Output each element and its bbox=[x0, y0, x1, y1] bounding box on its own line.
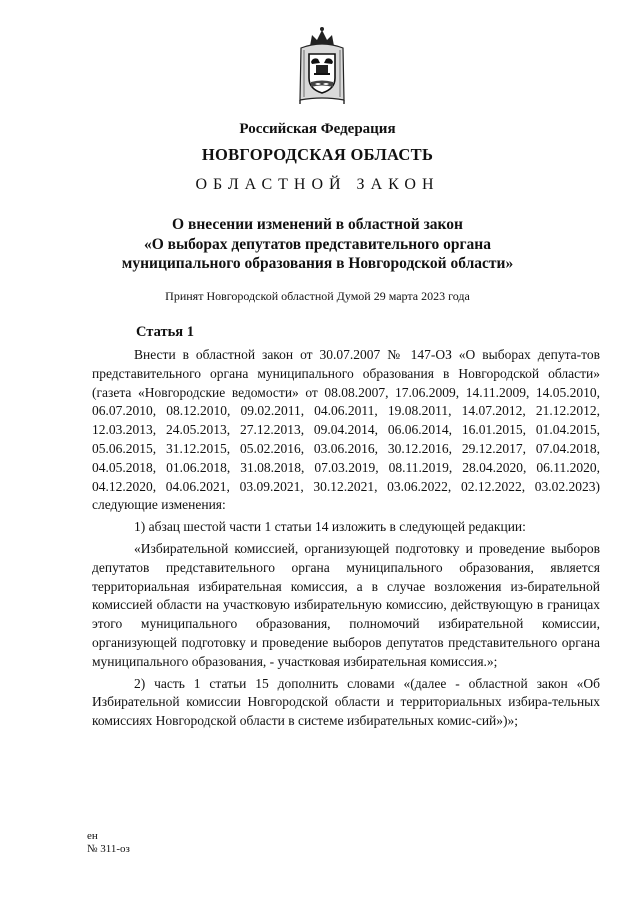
document-number: № 311-оз bbox=[87, 843, 130, 855]
law-title-line: «О выборах депутатов представительного органа bbox=[143, 235, 491, 253]
adoption-note: Принят Новгородской областной Думой 29 марта 2023 года bbox=[165, 289, 470, 303]
footer bbox=[87, 830, 130, 856]
law-title-line: муниципального образования в Новгородской области» bbox=[121, 255, 514, 272]
law-title-line: О внесении изменений в областной закон bbox=[172, 216, 463, 233]
region-name: НОВГОРОДСКАЯ ОБЛАСТЬ bbox=[201, 145, 434, 164]
law-type: ОБЛАСТНОЙ ЗАКОН bbox=[195, 176, 440, 193]
coat-of-arms-icon bbox=[298, 26, 346, 104]
footer-initials: ен bbox=[87, 830, 98, 842]
country-name: Российская Федерация bbox=[239, 121, 396, 137]
law-title bbox=[60, 215, 575, 274]
body-paragraph: 2) часть 1 статьи 15 дополнить словами «(далее - областной закон «Об Избирательной комиссии Новгородской области и территориальных избира-тельных комиссиях Новгородской области в системе избирательных комис-сий»)»; bbox=[92, 675, 600, 729]
body-paragraph: Внести в областной закон от 30.07.2007 № 147-ОЗ «О выборах депута-тов представительного органа муниципального образования в Новгородской области» (газета «Новгородские ведомости» от 08.08.2007, 17.06.2009, 14.11.2009, 14.05.2010, 06.07.2010, 08.12.2010, 09.02.2011, 04.06.2011, 19.08.2011, 14.07.2012, 21.12.2012, 12.03.2013, 24.05.2013, 27.12.2013, 09.04.2014, 06.06.2014, 16.01.2015, 01.04.2015, 05.06.2015, 31.12.2015, 05.02.2016, 03.06.2016, 30.12.2016, 29.12.2017, 07.04.2018, 04.05.2018, 01.06.2018, 31.08.2018, 07.03.2019, 08.11.2019, 28.04.2020, 06.11.2020, 04.12.2020, 04.06.2021, 03.09.2021, 30.12.2021, 03.06.2022, 02.12.2022, 03.02.2023) следующие изменения: bbox=[92, 347, 600, 513]
article-heading: Статья 1 bbox=[136, 324, 194, 340]
body-paragraph: 1) абзац шестой части 1 статьи 14 изложить в следующей редакции: bbox=[134, 519, 526, 535]
body-paragraph: «Избирательной комиссией, организующей подготовку и проведение выборов депутатов представительного органа муниципального образования, является территориальная избирательная комиссия, а в случае возложения из-бирательной комиссией области на участковую избирательную комиссию, действующую в границах этого муниципального образования, полномочий избирательной комиссии, организующей подготовку и проведение выборов депутатов представительного органа муниципального образования, - участковая избирательная комиссия.»; bbox=[92, 540, 600, 669]
article-body bbox=[92, 346, 600, 731]
